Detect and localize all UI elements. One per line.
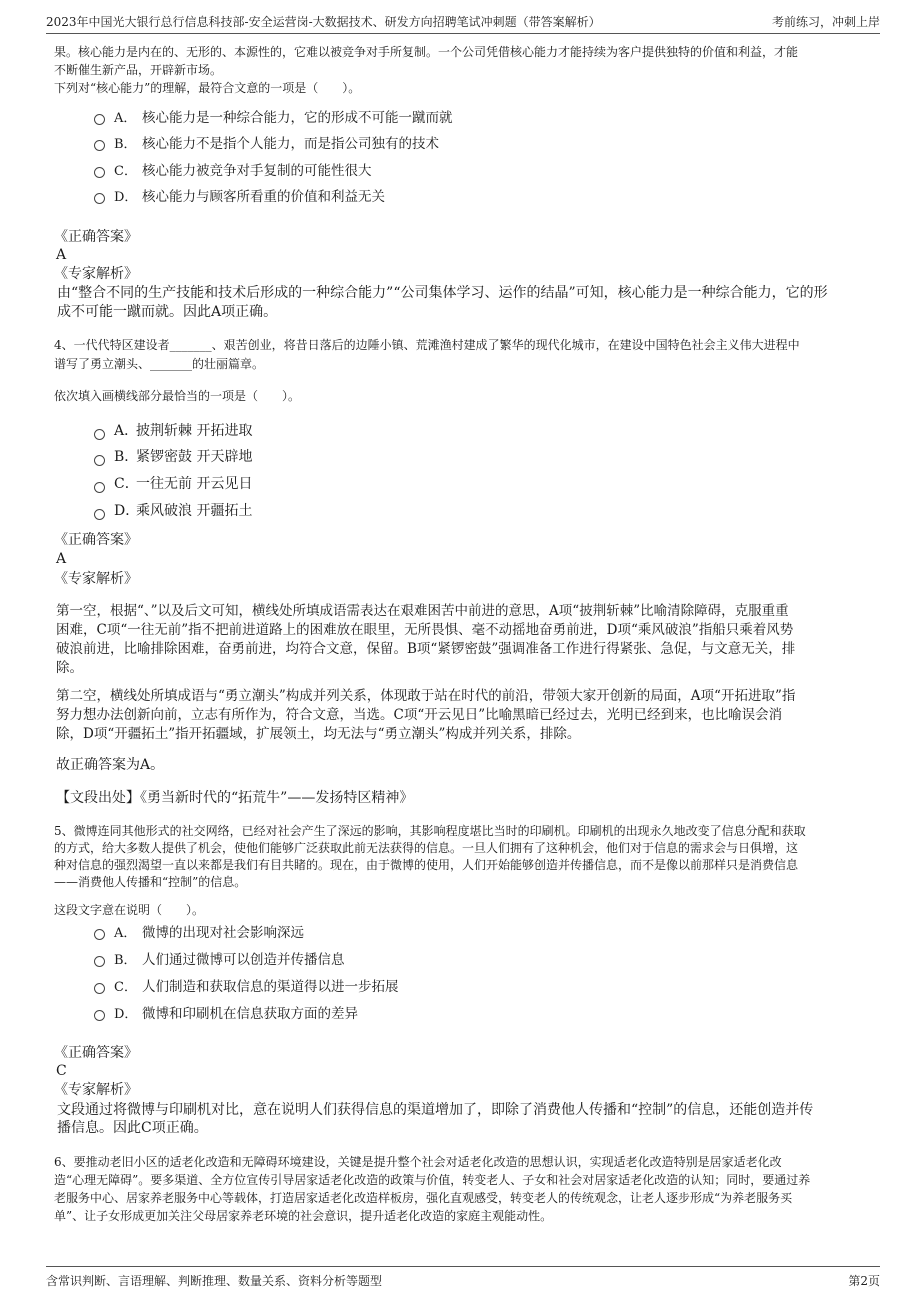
radio-icon[interactable]	[94, 1010, 105, 1021]
q4-conclusion: 故正确答案为A。	[56, 757, 165, 773]
q5-stem: 5、微博连同其他形式的社交网络，已经对社会产生了深远的影响，其影响程度堪比当时的印刷机。印刷机的出现永久地改变了信息分配和获取 的方式，给大多数人提供了机会，使他们能够广泛获取此前无法获得的信息。一旦人们拥有了这种机会，他们对于信息的需求会与日俱增，这 种对信息的强烈渴望一直以来都是我们有目共睹的。现在，由于微博的使用，人们开始能够创造并传播信息，而不是像以前那样只是消费信息 ——消费他人传播和“控制”的信息。	[54, 824, 806, 889]
q4-option-a[interactable]: A． 披荆斩棘 开拓进取	[94, 422, 252, 441]
radio-icon[interactable]	[94, 956, 105, 967]
q4-option-c[interactable]: C． 一往无前 开云见日	[94, 475, 252, 494]
q5-analysis-line-1: 文段通过将微博与印刷机对比，意在说明人们获得信息的渠道增加了，即除了消费他人传播和“控制”的信息，还能创造并传	[57, 1102, 814, 1118]
q4-stem-line-2: 谱写了勇立潮头、_______的壮丽篇章。	[54, 357, 265, 371]
q4-stem-line-1: 4、一代代特区建设者_______、艰苦创业，将昔日落后的边陲小镇、荒滩渔村建成了繁华的现代化城市，在建设中国特色社会主义伟大进程中	[54, 338, 800, 352]
q5-option-d[interactable]: D． 微博和印刷机在信息获取方面的差异	[94, 1002, 358, 1022]
radio-icon[interactable]	[94, 429, 105, 440]
q3-analysis-label: 《专家解析》	[54, 266, 138, 282]
q3-option-d[interactable]: D． 核心能力与顾客所看重的价值和利益无关	[94, 185, 385, 205]
header-title: 2023年中国光大银行总行信息科技部-安全运营岗-大数据技术、研发方向招聘笔试冲刺题（带答案解析）	[46, 15, 601, 29]
q5-option-b[interactable]: B． 人们通过微博可以创造并传播信息	[94, 948, 345, 968]
q3-analysis-line-1: 由“整合不同的生产技能和技术后形成的一种综合能力”“公司集体学习、运作的结晶”可知，核心能力是一种综合能力，它的形	[57, 285, 828, 301]
radio-icon[interactable]	[94, 114, 105, 125]
q4-option-d[interactable]: D． 乘风破浪 开疆拓土	[94, 502, 252, 521]
radio-icon[interactable]	[94, 193, 105, 204]
q3-option-b[interactable]: B． 核心能力不是指个人能力，而是指公司独有的技术	[94, 132, 439, 152]
page-number: 第2页	[848, 1274, 880, 1288]
radio-icon[interactable]	[94, 167, 105, 178]
q3-passage-line-2: 不断催生新产品，开辟新市场。	[54, 63, 223, 77]
q4-option-b[interactable]: B． 紧锣密鼓 开天辟地	[94, 448, 252, 467]
q3-analysis-line-2: 成不可能一蹴而就。因此A项正确。	[57, 304, 278, 320]
q3-answer: A	[56, 247, 67, 263]
q4-question: 依次填入画横线部分最恰当的一项是（ ）。	[54, 389, 301, 403]
q5-question: 这段文字意在说明（ ）。	[54, 903, 205, 917]
q4-source: 【文段出处】《勇当新时代的“拓荒牛”——发扬特区精神》	[56, 790, 414, 806]
q5-analysis-line-2: 播信息。因此C项正确。	[57, 1120, 208, 1136]
q4-analysis-para-2: 第二空，横线处所填成语与“勇立潮头”构成并列关系，体现敢于站在时代的前沿，带领大家开创新的局面，A项“开拓进取”指 努力想办法创新向前，立志有所作为，符合文意，当选。C项“开云见日”比喻黑暗已经过去，光明已经到来，也比喻误会消 除，D项“开疆拓土”指开拓疆域，扩展领土，均无法与“勇立潮头”构成并列关系，排除。	[56, 688, 796, 742]
radio-icon[interactable]	[94, 482, 105, 493]
radio-icon[interactable]	[94, 140, 105, 151]
radio-icon[interactable]	[94, 983, 105, 994]
footer-left: 含常识判断、言语理解、判断推理、数量关系、资料分析等题型	[46, 1274, 383, 1288]
q3-passage-line-1: 果。核心能力是内在的、无形的、本源性的，它难以被竞争对手所复制。一个公司凭借核心能力才能持续为客户提供独特的价值和利益，才能	[54, 45, 799, 59]
q5-answer-label: 《正确答案》	[54, 1045, 138, 1061]
q4-analysis-para-1: 第一空，根据“、”以及后文可知，横线处所填成语需表达在艰难困苦中前进的意思，A项“披荆斩棘”比喻清除障碍，克服重重 困难，C项“一往无前”指不把前进道路上的困难放在眼里，无所畏惧、毫不动摇地奋勇前进，D项“乘风破浪”指船只乘着风势 破浪前进，比喻排除困难，奋勇前进，均符合文意，保留。B项“紧锣密鼓”强调准备工作进行得紧张、急促，与文意无关，排 除。	[56, 603, 796, 676]
q4-answer: A	[56, 551, 67, 567]
q3-option-c[interactable]: C． 核心能力被竞争对手复制的可能性很大	[94, 159, 372, 179]
q4-answer-label: 《正确答案》	[54, 532, 138, 548]
q3-option-a[interactable]: A． 核心能力是一种综合能力，它的形成不可能一蹴而就	[94, 106, 453, 126]
q5-answer: C	[56, 1063, 67, 1079]
header-divider	[46, 33, 880, 34]
q5-option-a[interactable]: A． 微博的出现对社会影响深远	[94, 921, 304, 941]
q5-analysis-label: 《专家解析》	[54, 1082, 138, 1098]
q3-answer-label: 《正确答案》	[54, 229, 138, 245]
radio-icon[interactable]	[94, 509, 105, 520]
radio-icon[interactable]	[94, 929, 105, 940]
header-right: 考前练习，冲刺上岸	[771, 15, 880, 29]
radio-icon[interactable]	[94, 455, 105, 466]
footer-divider	[46, 1266, 880, 1267]
q3-question: 下列对“核心能力”的理解，最符合文意的一项是（ ）。	[54, 81, 361, 95]
q4-analysis-label: 《专家解析》	[54, 571, 138, 587]
q5-option-c[interactable]: C． 人们制造和获取信息的渠道得以进一步拓展	[94, 975, 399, 995]
q6-stem: 6、要推动老旧小区的适老化改造和无障碍环境建设，关键是提升整个社会对适老化改造的思想认识，实现适老化改造特别是居家适老化改 造“心理无障碍”。要多渠道、全方位宣传引导居家适老化改造的政策与价值，转变老人、子女和社会对居家适老化改造的认知；同时，要通过养 老服务中心、居家养老服务中心等载体，打造居家适老化改造样板房，强化直观感受，转变老人的传统观念，让老人逐步形成“为养老服务买 单”、让子女形成更加关注父母居家养老环境的社会意识，提升适老化改造的家庭主观能动性。	[54, 1155, 811, 1223]
